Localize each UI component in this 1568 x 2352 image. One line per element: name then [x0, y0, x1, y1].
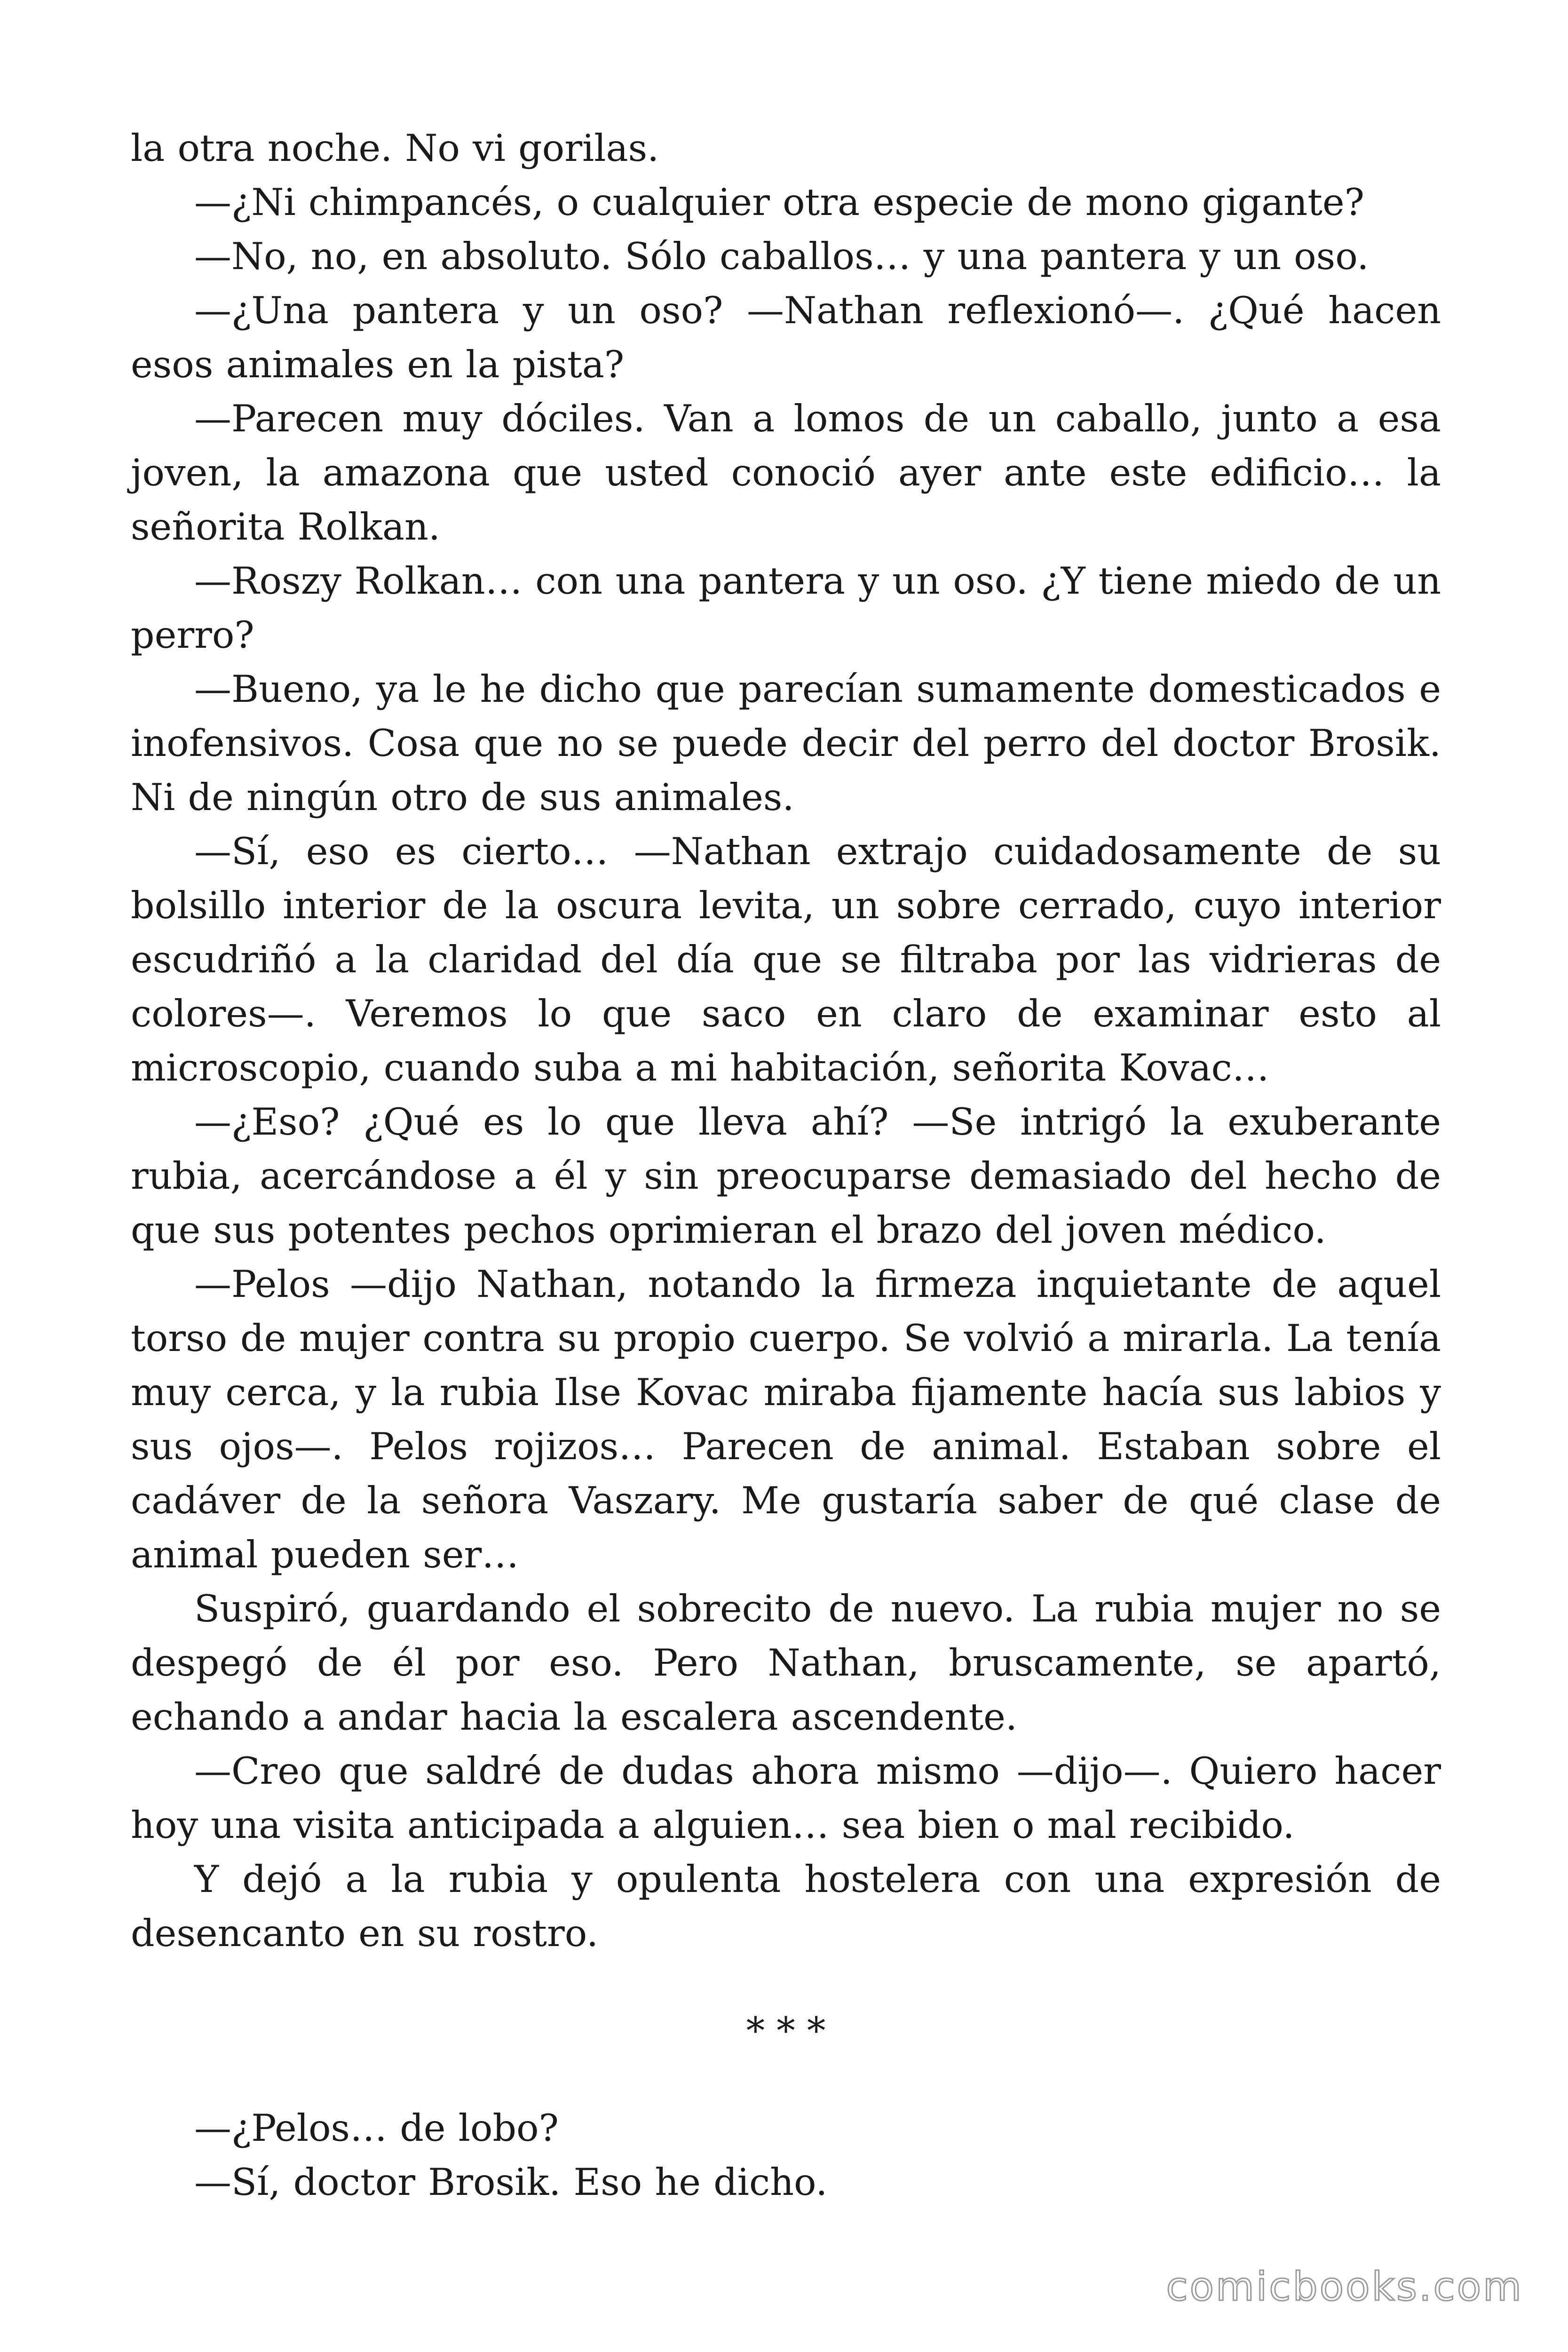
- paragraph: Y dejó a la rubia y opulenta hostelera con una expresión de desencanto en su rostro.: [131, 1858, 1441, 1955]
- paragraph: la otra noche. No vi gorilas.: [131, 127, 659, 170]
- paragraph: —Pelos —dijo Nathan, notando la firmeza inquietante de aquel torso de mujer contra su propio cuerpo. Se volvió a mirarla. La tenía muy cerca, y la rubia Ilse Kovac miraba fijamente hacía sus labios y sus ojos—. Pelos rojizos… Parecen de animal. Estaban sobre el cadáver de la señora Vaszary. Me gustaría saber de qué clase de animal pueden ser…: [131, 1263, 1441, 1576]
- page-body: [131, 121, 1441, 2209]
- paragraph: —Parecen muy dóciles. Van a lomos de un caballo, junto a esa joven, la amazona que usted conoció ayer ante este edificio… la señorita Rolkan.: [131, 397, 1441, 548]
- paragraph: —Sí, eso es cierto… —Nathan extrajo cuidadosamente de su bolsillo interior de la oscura levita, un sobre cerrado, cuyo interior escudriñó a la claridad del día que se filtraba por las vidrieras de colores—. Veremos lo que saco en claro de examinar esto al microscopio, cuando suba a mi habitación, señorita Kovac…: [131, 830, 1441, 1089]
- paragraph: —Bueno, ya le he dicho que parecían sumamente domesticados e inofensivos. Cosa que no se puede decir del perro del doctor Brosik. Ni de ningún otro de sus animales.: [131, 667, 1441, 819]
- paragraph: —¿Ni chimpancés, o cualquier otra especie de mono gigante?: [194, 181, 1364, 224]
- paragraph: —¿Eso? ¿Qué es lo que lleva ahí? —Se intrigó la exuberante rubia, acercándose a él y sin preocuparse demasiado del hecho de que sus potentes pechos oprimieran el brazo del joven médico.: [131, 1100, 1441, 1252]
- paragraph: —¿Una pantera y un oso? —Nathan reflexionó—. ¿Qué hacen esos animales en la pista?: [131, 289, 1441, 386]
- paragraph: —No, no, en absoluto. Sólo caballos… y una pantera y un oso.: [194, 235, 1369, 278]
- paragraph: —Sí, doctor Brosik. Eso he dicho.: [194, 2161, 828, 2204]
- paragraph: —¿Pelos… de lobo?: [194, 2106, 559, 2150]
- section-separator: * * *: [746, 2009, 826, 2052]
- paragraph: —Creo que saldré de dudas ahora mismo —dijo—. Quiero hacer hoy una visita anticipada a alguien… sea bien o mal recibido.: [131, 1749, 1441, 1847]
- watermark: comicbooks.com: [1166, 2264, 1523, 2310]
- paragraph: —Roszy Rolkan… con una pantera y un oso. ¿Y tiene miedo de un perro?: [131, 559, 1441, 657]
- paragraph: Suspiró, guardando el sobrecito de nuevo. La rubia mujer no se despegó de él por eso. Pero Nathan, bruscamente, se apartó, echando a andar hacia la escalera ascendente.: [131, 1587, 1441, 1739]
